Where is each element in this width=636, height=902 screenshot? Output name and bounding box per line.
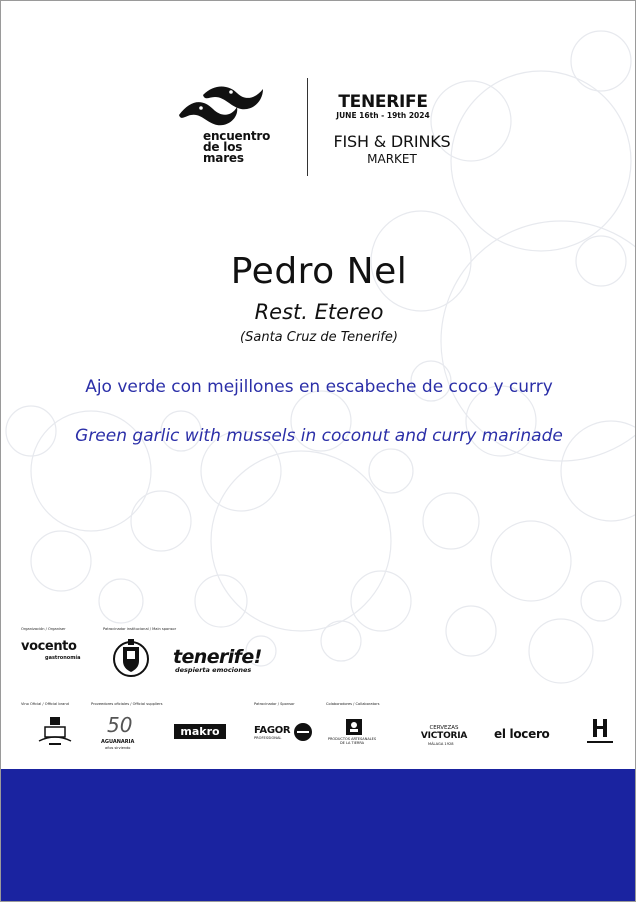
aguanaria-50-logo: 50 bbox=[107, 713, 133, 737]
restaurant-city: (Santa Cruz de Tenerife) bbox=[240, 330, 398, 345]
logo-line-3: mares bbox=[203, 151, 244, 165]
restaurant-name: Rest. Etereo bbox=[254, 300, 384, 324]
dish-spanish: Ajo verde con mejillones en escabeche de coco y curry bbox=[85, 377, 553, 397]
event-subtitle: MARKET bbox=[367, 152, 417, 166]
event-dates: JUNE 16th - 19th 2024 bbox=[336, 111, 430, 120]
waves-logo-icon bbox=[177, 85, 265, 131]
wine-bottle-icon bbox=[37, 715, 73, 747]
event-name: FISH & DRINKS bbox=[333, 132, 451, 151]
fagor-circle-icon bbox=[293, 722, 313, 742]
adrian-figure-icon bbox=[343, 715, 365, 737]
event-place: TENERIFE bbox=[338, 92, 428, 112]
cervezas-line-3: MÁLAGA 1928 bbox=[428, 742, 454, 746]
caption-institutional: Patrocinador institucional / Main sponsor bbox=[103, 627, 177, 631]
vocento-sub: gastronomía bbox=[45, 655, 81, 661]
footer-band bbox=[1, 769, 636, 902]
locero-logo: el locero bbox=[494, 727, 550, 741]
tenerife-tagline: despierta emociones bbox=[175, 666, 252, 674]
vocento-logo: vocento bbox=[21, 639, 77, 654]
aguanaria-name: AGUANARIA bbox=[101, 739, 135, 745]
cervezas-line-1: CERVEZAS bbox=[429, 725, 459, 731]
caption-collaborators: Colaboradores / Collaborators bbox=[326, 702, 380, 706]
cervezas-line-2: VICTORIA bbox=[420, 731, 468, 741]
makro-logo: makro bbox=[174, 724, 226, 739]
fagor-sub: PROFESSIONAL bbox=[254, 736, 282, 740]
dish-english: Green garlic with mussels in coconut and curry marinade bbox=[75, 426, 563, 446]
cabildo-shield-icon bbox=[111, 637, 151, 679]
h-crest-icon bbox=[585, 717, 615, 747]
caption-official-wine: Vino Oficial / Official brand bbox=[21, 702, 69, 706]
logo-line-2: de los bbox=[203, 140, 243, 154]
tenerife-logo: tenerife! bbox=[173, 646, 262, 668]
caption-organiser: Organización / Organiser bbox=[21, 627, 66, 631]
caption-sponsor: Patrocinador / Sponsor bbox=[254, 702, 295, 706]
fagor-logo: FAGOR bbox=[254, 725, 291, 736]
adrian-sub: PRODUCTOS ARTESANALES DE LA TIERRA bbox=[327, 737, 377, 745]
chef-name: Pedro Nel bbox=[230, 251, 408, 292]
event-logo-wordmark bbox=[203, 131, 270, 164]
caption-official-suppliers: Proveedores oficiales / Official suppliers bbox=[91, 702, 163, 706]
logo-line-1: encuentro bbox=[203, 129, 271, 143]
aguanaria-sub: años sirviendo bbox=[105, 746, 131, 750]
